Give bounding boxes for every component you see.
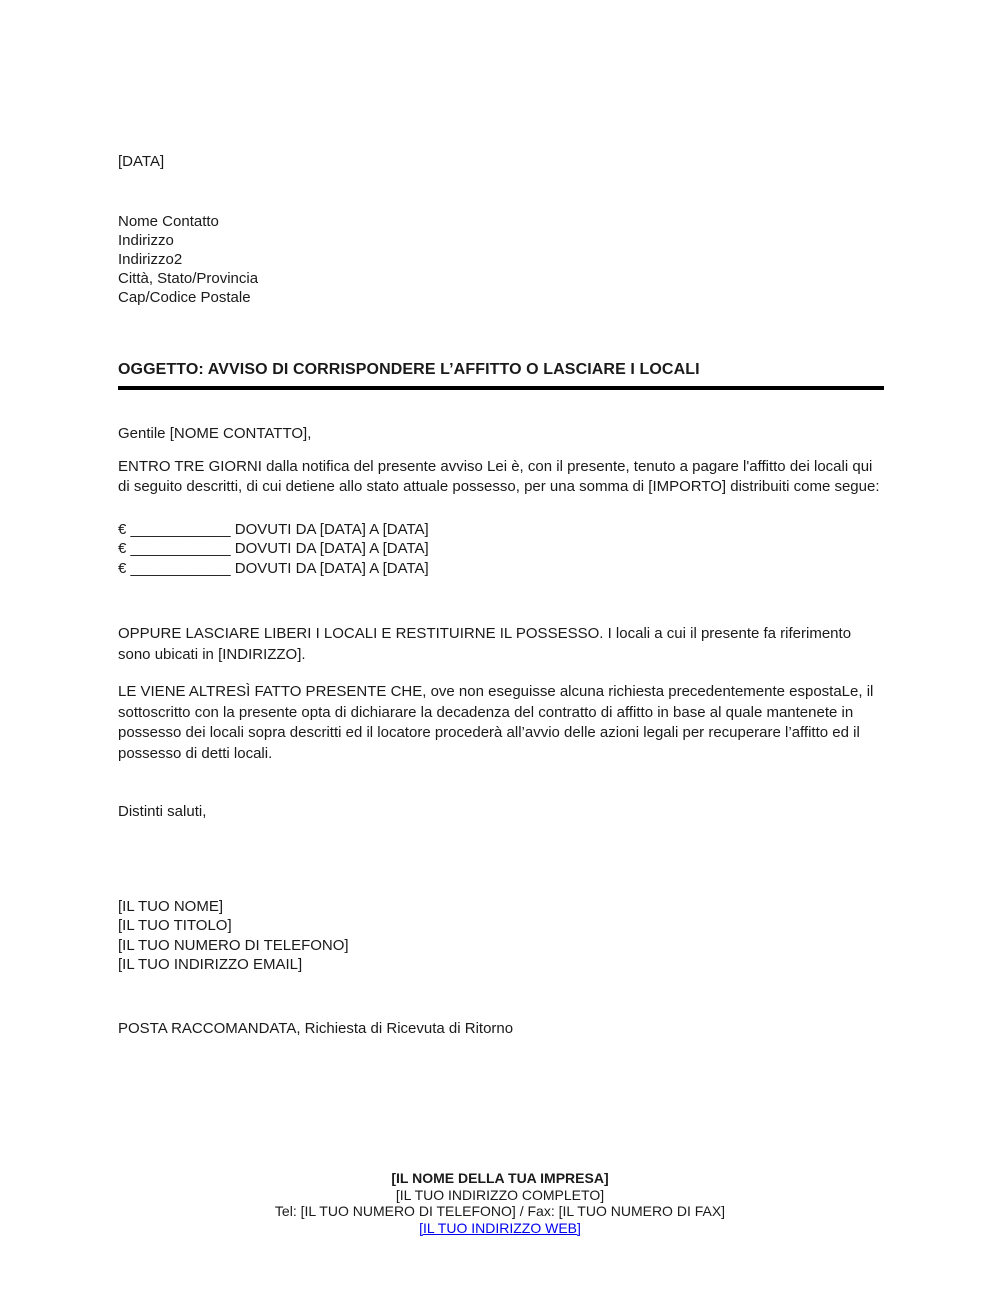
recipient-address-2: Indirizzo2 <box>118 251 183 268</box>
footer-company-name: [IL NOME DELLA TUA IMPRESA] <box>391 1170 609 1186</box>
date-placeholder: [DATA] <box>118 153 165 170</box>
subject-divider <box>118 386 884 390</box>
subject-line: OGGETTO: AVVISO DI CORRISPONDERE L’AFFITTO O LASCIARE I LOCALI <box>118 361 700 378</box>
recipient-name: Nome Contatto <box>118 213 219 230</box>
letter-footer <box>0 1170 1000 1236</box>
signature-email: [IL TUO INDIRIZZO EMAIL] <box>118 956 303 973</box>
signature-title: [IL TUO TITOLO] <box>118 917 232 934</box>
footer-tel-fax: Tel: [IL TUO NUMERO DI TELEFONO] / Fax: [IL TUO NUMERO DI FAX] <box>274 1203 726 1219</box>
paragraph-quit-premises: OPPURE LASCIARE LIBERI I LOCALI E RESTITUIRNE IL POSSESSO. I locali a cui il presente fa riferimento sono ubicati in [INDIRIZZO]. <box>118 625 852 663</box>
recipient-postal-code: Cap/Codice Postale <box>118 289 251 306</box>
signature-name: [IL TUO NOME] <box>118 897 224 915</box>
recipient-city-state: Città, Stato/Provincia <box>118 270 259 287</box>
amount-lines-block <box>118 520 884 579</box>
recipient-address-1: Indirizzo <box>118 232 174 249</box>
recipient-block <box>118 212 884 307</box>
amount-line: € ____________ DOVUTI DA [DATA] A [DATA] <box>118 540 429 557</box>
footer-web-link[interactable]: [IL TUO INDIRIZZO WEB] <box>419 1219 581 1236</box>
salutation: Gentile [NOME CONTATTO], <box>118 425 312 442</box>
paragraph-payment-demand: ENTRO TRE GIORNI dalla notifica del presente avviso Lei è, con il presente, tenuto a pagare l'affitto dei locali qui di seguito descritti, di cui detiene allo stato attuale possesso, per una somma di [IMPORTO] distribuiti come segue: <box>118 457 880 495</box>
footer-address: [IL TUO INDIRIZZO COMPLETO] <box>395 1186 605 1203</box>
paragraph-legal-notice: LE VIENE ALTRESÌ FATTO PRESENTE CHE, ove non eseguisse alcuna richiesta precedentemente espostaLe, il sottoscritto con la presente opta di dichiarare la decadenza del contratto di affitto in base al quale mantenete in possesso dei locali sopra descritti ed il locatore procederà all’avvio delle azioni legali per recuperare l’affitto ed il possesso di detti locali. <box>118 683 874 762</box>
amount-line: € ____________ DOVUTI DA [DATA] A [DATA] <box>118 520 429 538</box>
signature-phone: [IL TUO NUMERO DI TELEFONO] <box>118 936 349 954</box>
mail-note: POSTA RACCOMANDATA, Richiesta di Ricevuta di Ritorno <box>118 1019 514 1037</box>
signature-block <box>118 897 884 975</box>
closing: Distinti saluti, <box>118 803 207 820</box>
footer-web-row <box>0 1220 1000 1237</box>
amount-line: € ____________ DOVUTI DA [DATA] A [DATA] <box>118 559 429 577</box>
